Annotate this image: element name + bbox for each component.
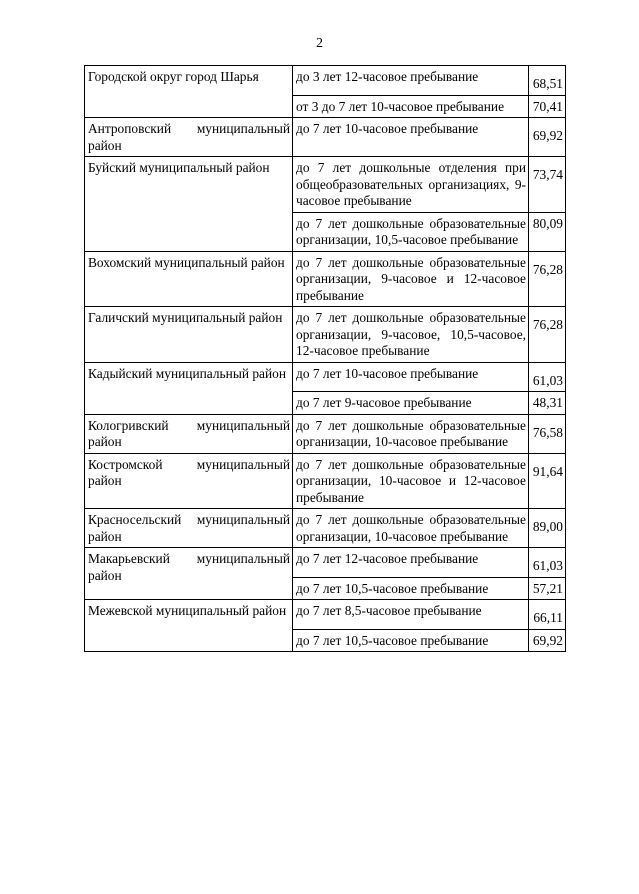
value-cell: 76,28 (529, 251, 566, 307)
condition-cell: до 7 лет дошкольные отделения при общеобразовательных организациях, 9-часовое пребывание (293, 157, 529, 213)
value-cell: 91,64 (529, 453, 566, 509)
value-cell: 73,74 (529, 157, 566, 213)
value-cell: 48,31 (529, 392, 566, 415)
region-name-cell: Кологривский муниципальный район (85, 414, 293, 453)
value-cell: 69,92 (529, 118, 566, 157)
table-row (85, 362, 566, 392)
table-row (85, 414, 566, 453)
table-row (85, 157, 566, 213)
condition-cell: до 7 лет 10,5-часовое пребывание (293, 577, 529, 600)
tariff-table (84, 65, 566, 652)
table-row (85, 453, 566, 509)
region-name-cell: Галичский муниципальный район (85, 307, 293, 363)
value-cell: 89,00 (529, 509, 566, 548)
value-cell: 80,09 (529, 212, 566, 251)
condition-cell: до 7 лет 10,5-часовое пребывание (293, 629, 529, 652)
condition-cell: до 7 лет 8,5-часовое пребывание (293, 600, 529, 630)
value-cell: 66,11 (529, 600, 566, 630)
table-row (85, 548, 566, 578)
region-name-cell: Межевской муниципальный район (85, 600, 293, 652)
condition-cell: до 7 лет 10-часовое пребывание (293, 362, 529, 392)
table-row (85, 600, 566, 630)
region-name-cell: Костромской муниципальный район (85, 453, 293, 509)
value-cell: 69,92 (529, 629, 566, 652)
value-cell: 68,51 (529, 66, 566, 96)
table-row (85, 307, 566, 363)
condition-cell: до 7 лет дошкольные образовательные организации, 10-часовое пребывание (293, 509, 529, 548)
region-name-cell: Буйский муниципальный район (85, 157, 293, 252)
condition-cell: до 7 лет дошкольные образовательные организации, 9-часовое и 12-часовое пребывание (293, 251, 529, 307)
table-row (85, 509, 566, 548)
table-row (85, 66, 566, 96)
region-name-cell: Антроповский муниципальный район (85, 118, 293, 157)
region-name-cell: Кадыйский муниципальный район (85, 362, 293, 414)
region-name-cell: Макарьевский муниципальный район (85, 548, 293, 600)
condition-cell: до 7 лет дошкольные образовательные организации, 9-часовое, 10,5-часовое, 12-часовое пребывание (293, 307, 529, 363)
value-cell: 61,03 (529, 362, 566, 392)
condition-cell: от 3 до 7 лет 10-часовое пребывание (293, 95, 529, 118)
value-cell: 61,03 (529, 548, 566, 578)
condition-cell: до 7 лет 9-часовое пребывание (293, 392, 529, 415)
condition-cell: до 7 лет дошкольные образовательные организации, 10-часовое и 12-часовое пребывание (293, 453, 529, 509)
region-name-cell: Вохомский муниципальный район (85, 251, 293, 307)
condition-cell: до 7 лет 10-часовое пребывание (293, 118, 529, 157)
table-row (85, 251, 566, 307)
tariff-table-body (85, 66, 566, 652)
condition-cell: до 7 лет 12-часовое пребывание (293, 548, 529, 578)
condition-cell: до 7 лет дошкольные образовательные организации, 10-часовое пребывание (293, 414, 529, 453)
condition-cell: до 3 лет 12-часовое пребывание (293, 66, 529, 96)
value-cell: 76,28 (529, 307, 566, 363)
region-name-cell: Городской округ город Шарья (85, 66, 293, 118)
value-cell: 57,21 (529, 577, 566, 600)
region-name-cell: Красносельский муниципальный район (85, 509, 293, 548)
page-number: 2 (316, 36, 323, 51)
condition-cell: до 7 лет дошкольные образовательные организации, 10,5-часовое пребывание (293, 212, 529, 251)
table-row (85, 118, 566, 157)
value-cell: 76,58 (529, 414, 566, 453)
value-cell: 70,41 (529, 95, 566, 118)
